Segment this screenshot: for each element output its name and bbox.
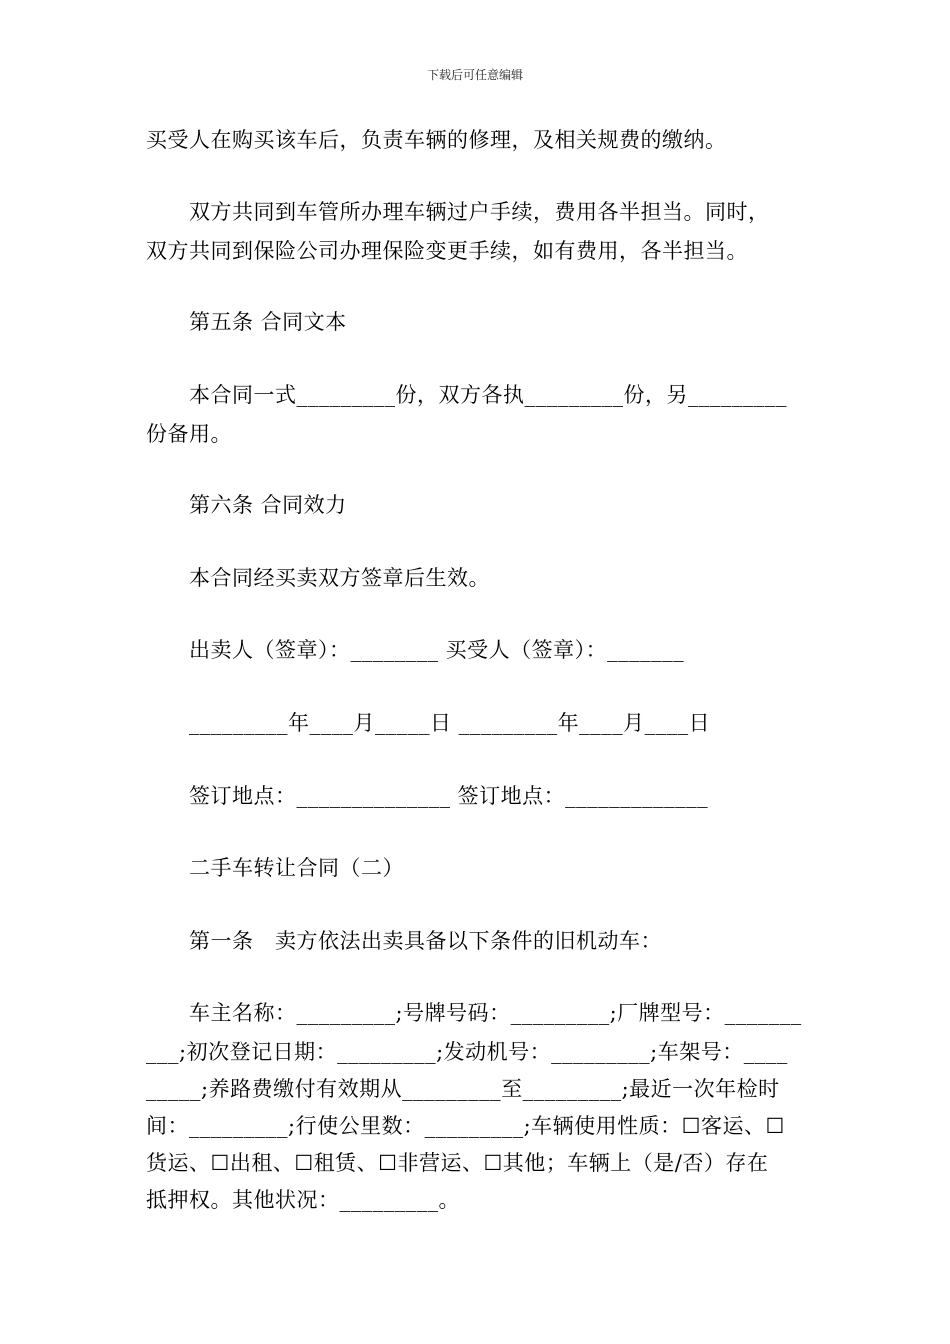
- paragraph-line: 抵押权。其他状况：_________。: [146, 1188, 460, 1212]
- location-line: 签订地点：______________ 签订地点：_____________: [189, 784, 709, 808]
- paragraph-line: 份备用。: [146, 422, 232, 446]
- signature-line: 出卖人（签章）：________ 买受人（签章）：_______: [189, 638, 685, 662]
- paragraph-line: 买受人在购买该车后，负责车辆的修理，及相关规费的缴纳。: [146, 128, 727, 152]
- paragraph-line: 本合同一式_________份，双方各执_________份，另_________: [189, 383, 787, 407]
- page-header: 下载后可任意编辑: [426, 68, 523, 82]
- paragraph-line: 双方共同到车管所办理车辆过户手续，费用各半担当。同时，: [189, 200, 770, 224]
- paragraph-line: 间：_________;行使公里数：_________;车辆使用性质：☐客运、☐: [146, 1114, 785, 1138]
- article-heading: 第六条 合同效力: [189, 493, 347, 517]
- paragraph-line: _____;养路费缴付有效期从_________至_________;最近一次年检时: [146, 1077, 780, 1101]
- paragraph-line: ___;初次登记日期：_________;发动机号：_________;车架号：____: [146, 1040, 788, 1064]
- paragraph-line: 车主名称：_________;号牌号码：_________;厂牌型号：_______: [189, 1001, 802, 1025]
- date-line: _________年____月_____日 _________年____月____日: [189, 711, 711, 735]
- section-title: 二手车转让合同（二）: [189, 856, 404, 880]
- paragraph-line: 本合同经买卖双方签章后生效。: [189, 566, 490, 590]
- paragraph-line: 双方共同到保险公司办理保险变更手续，如有费用，各半担当。: [146, 239, 748, 263]
- article-heading: 第一条 卖方依法出卖具备以下条件的旧机动车：: [189, 929, 662, 953]
- paragraph-line: 货运、☐出租、☐租赁、☐非营运、☐其他；车辆上（是/否）存在: [146, 1151, 769, 1175]
- article-heading: 第五条 合同文本: [189, 310, 347, 334]
